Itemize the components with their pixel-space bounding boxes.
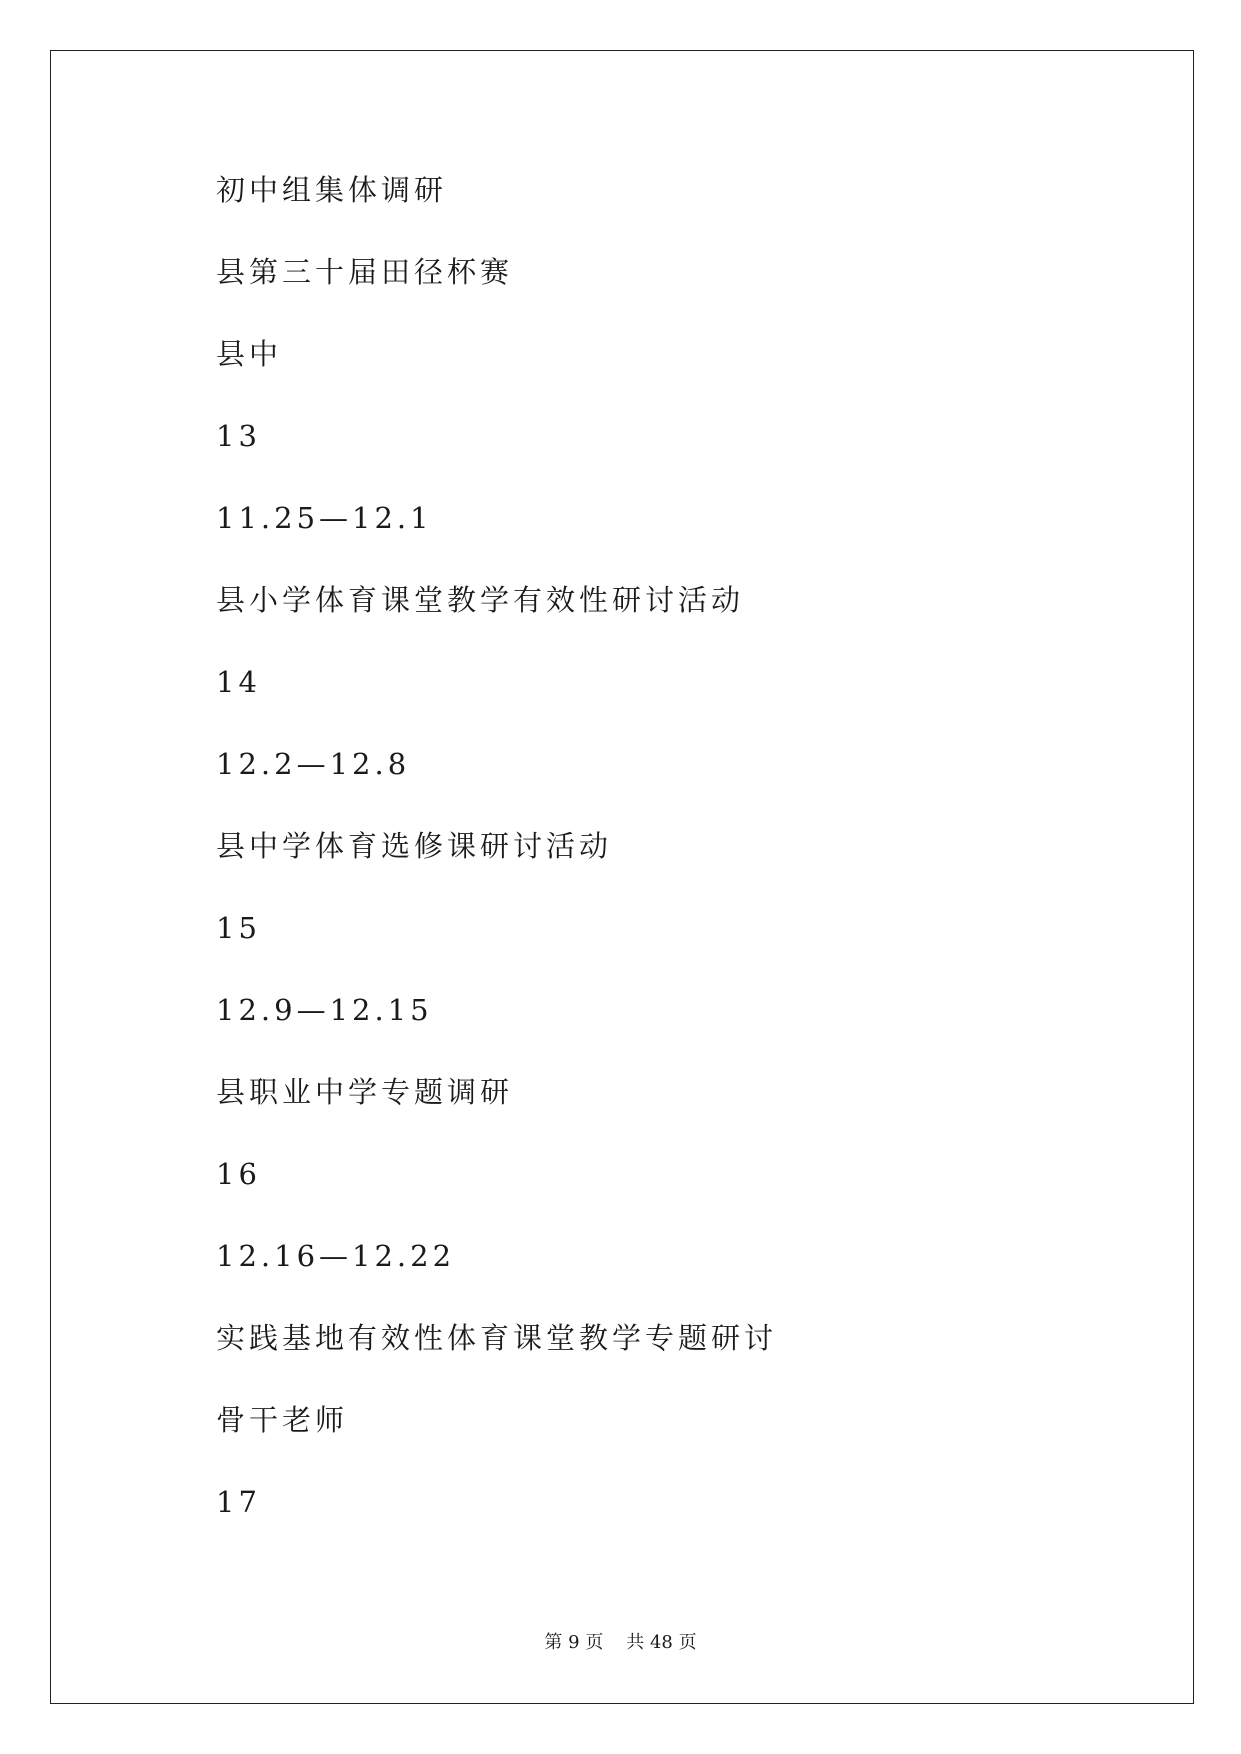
page-border — [50, 50, 1194, 1704]
text-line: 11.25—12.1 — [216, 501, 433, 535]
text-line: 14 — [216, 665, 261, 699]
text-line: 实践基地有效性体育课堂教学专题研讨 — [216, 1321, 778, 1355]
page-footer — [0, 1631, 1241, 1655]
text-line: 县第三十届田径杯赛 — [216, 255, 514, 289]
text-line: 16 — [216, 1157, 261, 1191]
text-line: 县小学体育课堂教学有效性研讨活动 — [216, 583, 745, 617]
text-line: 县中学体育选修课研讨活动 — [216, 829, 613, 863]
text-line: 县职业中学专题调研 — [216, 1075, 514, 1109]
text-line: 骨干老师 — [216, 1403, 349, 1437]
text-line: 12.2—12.8 — [216, 747, 411, 781]
text-line: 12.9—12.15 — [216, 993, 433, 1027]
page-number: 第 9 页 — [544, 1632, 604, 1653]
text-line: 12.16—12.22 — [216, 1239, 456, 1273]
text-line: 13 — [216, 419, 261, 453]
text-line: 17 — [216, 1485, 261, 1519]
text-line: 县中 — [216, 337, 283, 371]
text-line: 15 — [216, 911, 261, 945]
text-line: 初中组集体调研 — [216, 173, 448, 207]
page-total: 共 48 页 — [626, 1632, 697, 1653]
